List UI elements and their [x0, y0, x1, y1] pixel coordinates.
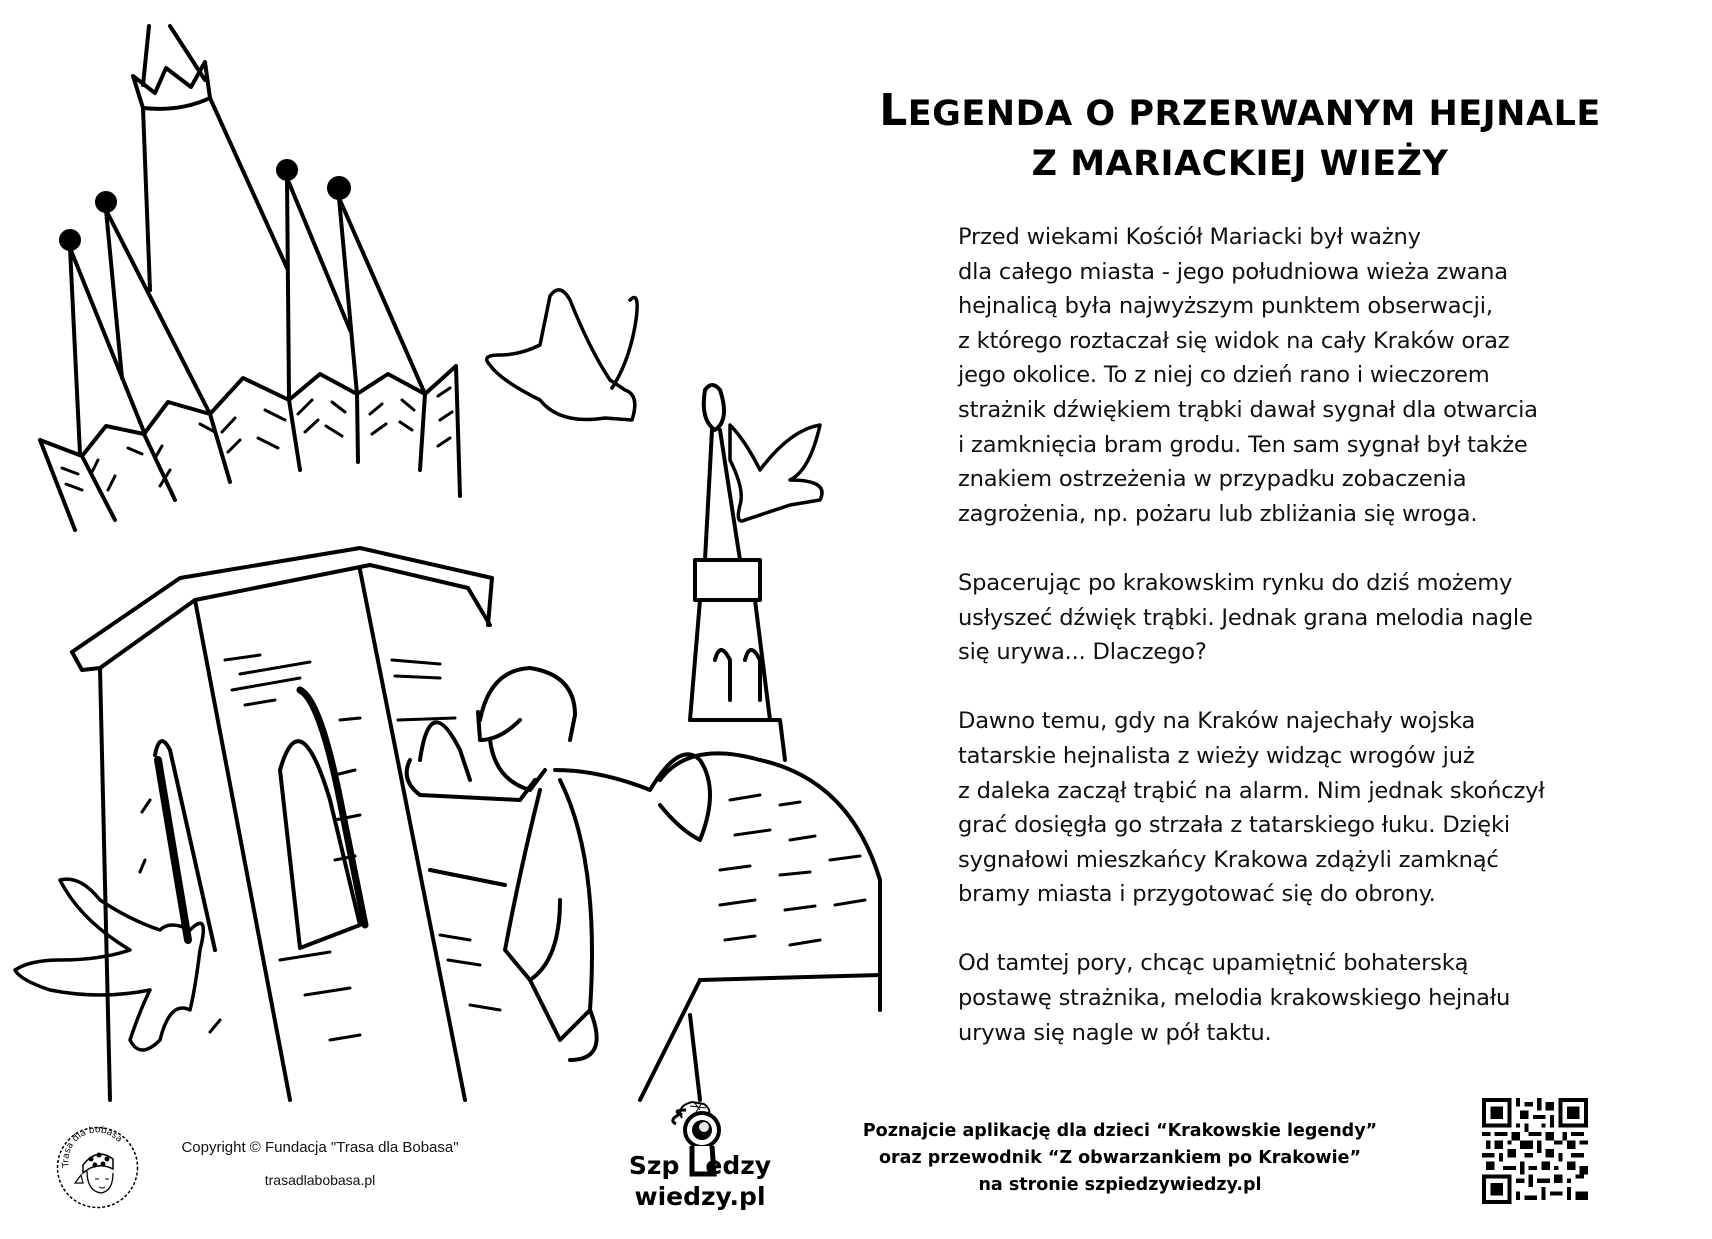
app-promo-text — [800, 1118, 1440, 1199]
szpiedzy-wiedzy-brand[interactable] — [625, 1150, 775, 1212]
brand-text-domain: wiedzy.pl — [634, 1182, 766, 1211]
story-paragraph: Dawno temu, gdy na Kraków najechały wojska tatarskie hejnalista z wieży widząc wrogów już z daleka zaczął trąbić na alarm. Nim jednak skończył grać dosięgła go strzała z tatarskiego łuku. Dzięki sygnałowi mieszkańcy Krakowa zdążyli zamknąć bramy miasta i przygotować się do obrony. — [958, 708, 1545, 908]
qr-code-icon[interactable] — [1482, 1098, 1588, 1204]
title-initial: L — [879, 85, 908, 136]
dome-spire-drawing — [640, 385, 880, 1100]
title-line-1-rest: EGENDA O PRZERWANYM HEJNALE — [907, 94, 1601, 134]
trumpeter-drawing — [407, 668, 710, 1060]
pinnacles-drawing — [61, 161, 425, 454]
legend-story — [958, 220, 1648, 1085]
dove-drawing-right — [730, 425, 822, 521]
trasadlabobasa-link[interactable]: trasadlabobasa.pl — [264, 1172, 376, 1188]
copyright-notice: Copyright © Fundacja "Trasa dla Bobasa" — [181, 1139, 459, 1156]
tower-gallery-drawing — [40, 366, 460, 530]
title-line-2: Z MARIACKIEJ WIEŻY — [1031, 144, 1449, 184]
story-paragraph: Przed wiekami Kościół Mariacki był ważny dla całego miasta - jego południowa wieża zwana hejnalicą była najwyższym punktem obserwacji, z którego roztaczał się widok na cały Kraków oraz jego okolice. To z niej co dzień rano i wieczorem strażnik dźwiękiem trąbki dawał sygnał dla otwarcia i zamknięcia bram grodu. Ten sam sygnał był także znakiem ostrzeżenia w przypadku zobaczenia zagrożenia, np. pożaru lub zbliżania się wroga. — [958, 224, 1538, 527]
tower-trumpeter-illustration — [0, 0, 890, 1110]
spire-drawing — [133, 26, 287, 290]
stamp-logo-text: Trasa dla bobasa — [61, 1125, 124, 1169]
brand-text-left: Szp — [628, 1151, 680, 1180]
trasa-dla-bobasa-logo — [55, 1125, 140, 1210]
dove-drawing-top — [487, 290, 637, 420]
promo-line: oraz przewodnik “Z obwarzankiem po Krakowie” — [879, 1148, 1361, 1168]
story-paragraph: Od tamtej pory, chcąc upamiętnić bohaterską postawę strażnika, melodia krakowskiego hejnału urywa się nagle w pół taktu. — [958, 950, 1511, 1046]
promo-line: Poznajcie aplikację dla dzieci “Krakowskie legendy” — [862, 1121, 1378, 1141]
story-paragraph: Spacerując po krakowskim rynku do dziś możemy usłyszeć dźwięk trąbki. Jednak grana melodia nagle się urywa... Dlaczego? — [958, 569, 1533, 666]
title-line-1 — [830, 86, 1650, 139]
page-title — [830, 86, 1650, 189]
promo-line: na stronie szpiedzywiedzy.pl — [978, 1175, 1262, 1195]
brand-text-right: edzy — [705, 1151, 772, 1180]
